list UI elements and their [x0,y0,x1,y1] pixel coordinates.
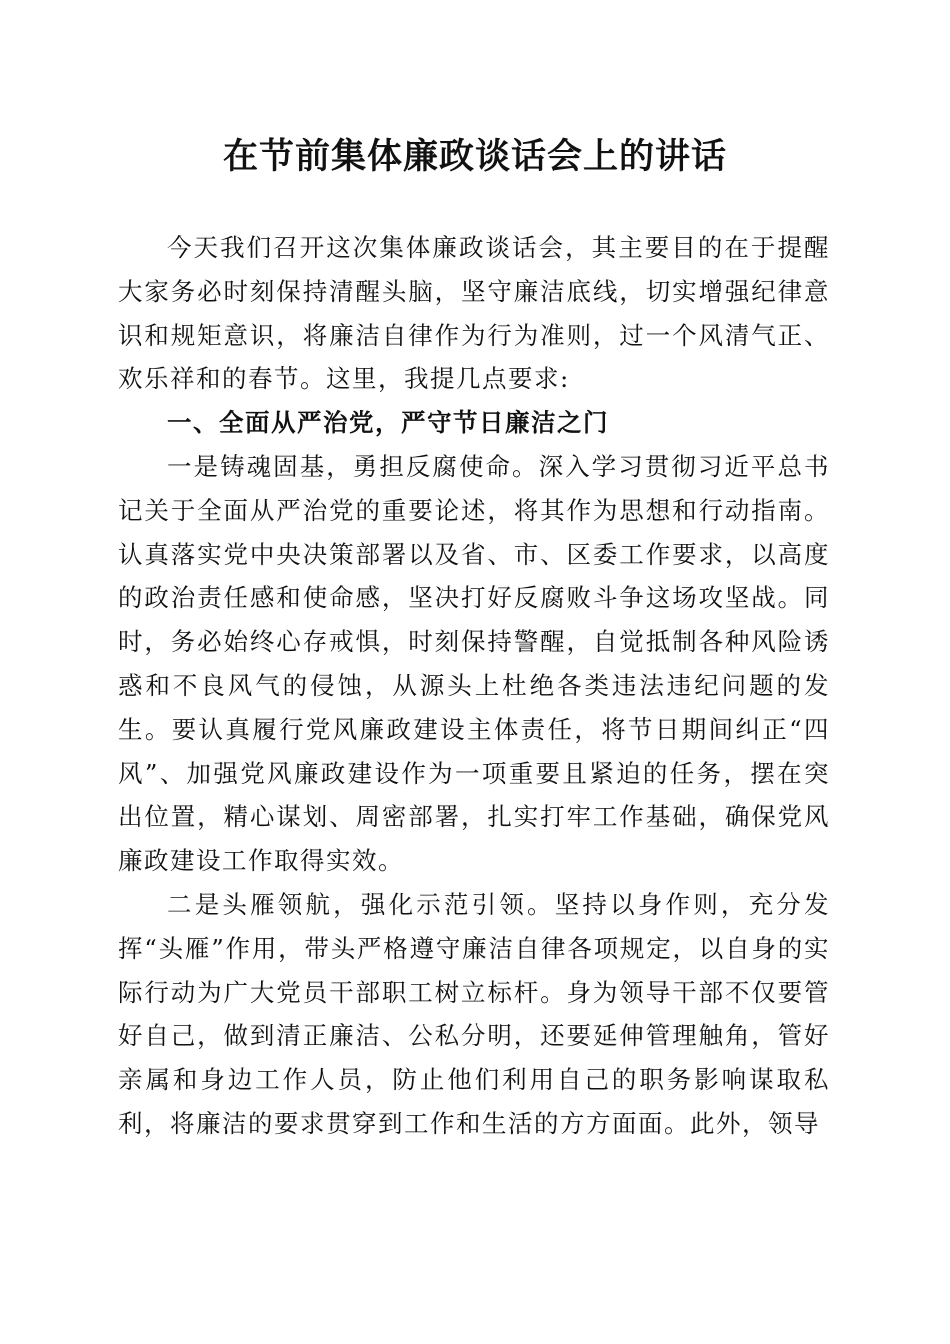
body-paragraph: 一是铸魂固基，勇担反腐使命。深入学习贯彻习近平总书记关于全面从严治党的重要论述，将其作为思想和行动指南。认真落实党中央决策部署以及省、市、区委工作要求，以高度的政治责任感和使命感，坚决打好反腐败斗争这场攻坚战。同时，务必始终心存戒惧，时刻保持警醒，自觉抵制各种风险诱惑和不良风气的侵蚀，从源头上杜绝各类违法违纪问题的发生。要认真履行党风廉政建设主体责任，将节日期间纠正“四风”、加强党风廉政建设作为一项重要且紧迫的任务，摆在突出位置，精心谋划、周密部署，扎实打牢工作基础，确保党风廉政建设工作取得实效。 [118,451,830,876]
body-paragraph: 二是头雁领航，强化示范引领。坚持以身作则，充分发挥“头雁”作用，带头严格遵守廉洁自律各项规定，以自身的实际行动为广大党员干部职工树立标杆。身为领导干部不仅要管好自己，做到清正廉洁、公私分明，还要延伸管理触角，管好亲属和身边工作人员，防止他们利用自己的职务影响谋取私利，将廉洁的要求贯穿到工作和生活的方方面面。此外，领导 [118,889,830,1138]
section-heading: 一、全面从严治党，严守节日廉洁之门 [167,408,609,438]
document-body [118,226,830,1146]
intro-paragraph: 今天我们召开这次集体廉政谈话会，其主要目的在于提醒大家务必时刻保持清醒头脑，坚守廉洁底线，切实增强纪律意识和规矩意识，将廉洁自律作为行为准则，过一个风清气正、欢乐祥和的春节。这里，我提几点要求: [118,233,830,394]
document-title: 在节前集体廉政谈话会上的讲话 [222,136,727,177]
